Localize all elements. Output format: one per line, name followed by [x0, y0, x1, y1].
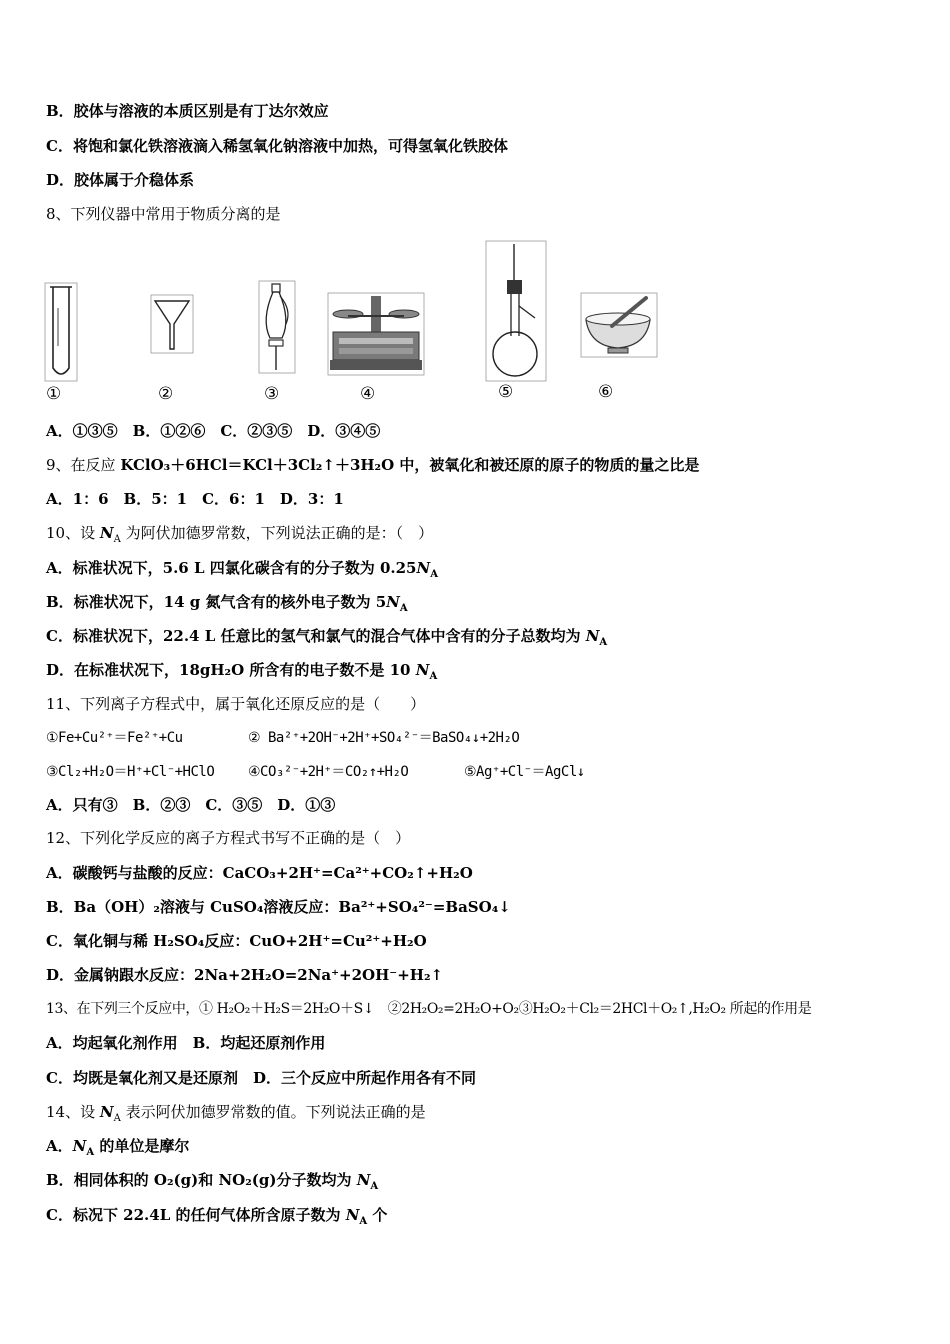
q14-option-a-text: 的单位是摩尔 [94, 1137, 190, 1155]
na-subscript: A [430, 569, 438, 580]
na-symbol: N [585, 627, 600, 645]
na-subscript: A [359, 1216, 368, 1227]
q14-option-b [46, 1170, 378, 1190]
q10-option-d [46, 660, 437, 680]
separatory-funnel-image [258, 280, 296, 374]
q9-equation: KClO₃＋6HCl＝KCl＋3Cl₂↑＋3H₂O [120, 456, 395, 474]
na-subscript: A [370, 1181, 379, 1192]
q10-option-c-text: C．标准状况下，22.4 L 任意比的氢气和氯气的混合气体中含有的分子总数均为 [46, 627, 586, 645]
q12-option-c: C．氧化铜与稀 H₂SO₄反应：CuO+2H⁺=Cu²⁺+H₂O [46, 932, 427, 950]
q14-option-c-text: C．标况下 22.4L 的任何气体所含原子数为 [46, 1206, 346, 1224]
q13-stem: 13、在下列三个反应中，① H₂O₂＋H₂S＝2H₂O＋S↓ ②2H₂O₂=2H₂O+O₂③H₂O₂＋Cl₂＝2HCl＋O₂↑,H₂O₂ 所起的作用是 [46, 1001, 812, 1017]
q7-option-b: B．胶体与溶液的本质区别是有丁达尔效应 [46, 102, 329, 120]
apparatus-label-1: ① [46, 384, 62, 404]
na-subscript: A [113, 1113, 121, 1124]
q9-options: A．1：6 B．5：1 C．6：1 D．3：1 [46, 490, 344, 508]
q11-options: A．只有③ B．②③ C．③⑤ D．①③ [46, 796, 336, 814]
q9-stem [46, 455, 699, 475]
q14-option-a [46, 1136, 189, 1156]
na-symbol: N [356, 1171, 371, 1189]
q11-equation-4: ④CO₃²⁻+2H⁺＝CO₂↑+H₂O [248, 764, 409, 780]
na-subscript: A [113, 534, 121, 545]
distillation-flask-image [485, 240, 547, 382]
q11-stem: 11、下列离子方程式中，属于氧化还原反应的是（ ） [46, 695, 426, 713]
q12-option-b: B．Ba（OH）₂溶液与 CuSO₄溶液反应：Ba²⁺+SO₄²⁻=BaSO₄↓ [46, 898, 511, 916]
q10-option-d-text: D．在标准状况下，18gH₂O 所含有的电子数不是 10 [46, 661, 416, 679]
q9-stem-pre: 9、在反应 [46, 456, 121, 474]
na-symbol: N [99, 1103, 114, 1121]
na-subscript: A [399, 603, 408, 614]
na-symbol: N [415, 661, 430, 679]
q7-option-c: C．将饱和氯化铁溶液滴入稀氢氧化钠溶液中加热，可得氢氧化铁胶体 [46, 137, 508, 155]
q9-stem-post: 中，被氧化和被还原的原子的物质的量之比是 [394, 456, 700, 474]
na-symbol: N [72, 1137, 87, 1155]
q10-stem-pre: 10、设 [46, 524, 100, 542]
funnel-image [150, 294, 194, 354]
apparatus-label-5: ⑤ [498, 382, 514, 402]
apparatus-label-6: ⑥ [598, 382, 614, 402]
apparatus-label-3: ③ [264, 384, 280, 404]
na-symbol: N [345, 1206, 360, 1224]
q13-options-ab: A．均起氧化剂作用 B．均起还原剂作用 [46, 1034, 326, 1052]
na-symbol: N [99, 524, 114, 542]
q10-option-b-text: B．标准状况下，14 g 氮气含有的核外电子数为 5 [46, 593, 387, 611]
q14-option-b-text: B．相同体积的 O₂(g)和 NO₂(g)分子数均为 [46, 1171, 357, 1189]
balance-image [327, 292, 425, 376]
q10-option-b [46, 592, 408, 612]
q11-equation-3: ③Cl₂+H₂O＝H⁺+Cl⁻+HClO [46, 764, 215, 780]
mortar-pestle-image [580, 292, 658, 358]
apparatus-label-4: ④ [360, 384, 376, 404]
q10-option-a [46, 558, 438, 578]
q14-option-c-suffix: 个 [367, 1206, 388, 1224]
q14-stem [46, 1102, 426, 1122]
q14-option-a-prefix: A． [46, 1137, 73, 1155]
q12-option-a: A．碳酸钙与盐酸的反应：CaCO₃+2H⁺=Ca²⁺+CO₂↑+H₂O [46, 864, 473, 882]
na-subscript: A [429, 671, 438, 682]
q11-equation-1: ①Fe+Cu²⁺＝Fe²⁺+Cu [46, 730, 183, 746]
q10-option-c [46, 626, 607, 646]
q12-option-d: D．金属钠跟水反应：2Na+2H₂O=2Na⁺+2OH⁻+H₂↑ [46, 966, 444, 984]
q8-stem: 8、下列仪器中常用于物质分离的是 [46, 205, 281, 223]
q14-option-c [46, 1205, 387, 1225]
q13-options-cd: C．均既是氧化剂又是还原剂 D．三个反应中所起作用各有不同 [46, 1069, 476, 1087]
na-subscript: A [86, 1147, 95, 1158]
q7-option-d: D．胶体属于介稳体系 [46, 171, 195, 189]
q12-stem: 12、下列化学反应的离子方程式书写不正确的是（ ） [46, 829, 411, 847]
q14-stem-pre: 14、设 [46, 1103, 100, 1121]
q14-stem-post: 表示阿伏加德罗常数的值。下列说法正确的是 [120, 1103, 426, 1121]
na-symbol: N [386, 593, 400, 611]
na-subscript: A [599, 637, 608, 648]
na-symbol: N [416, 559, 431, 577]
apparatus-label-2: ② [158, 384, 174, 404]
q11-equation-2: ② Ba²⁺+2OH⁻+2H⁺+SO₄²⁻＝BaSO₄↓+2H₂O [248, 730, 520, 746]
test-tube-image [44, 282, 78, 382]
q8-options: A．①③⑤ B．①②⑥ C．②③⑤ D．③④⑤ [46, 422, 381, 440]
q11-equation-5: ⑤Ag⁺+Cl⁻＝AgCl↓ [464, 764, 585, 780]
q10-stem [46, 523, 433, 543]
q10-option-a-text: A．标准状况下，5.6 L 四氯化碳含有的分子数为 0.25 [46, 559, 417, 577]
q10-stem-post: 为阿伏加德罗常数，下列说法正确的是：（ ） [120, 524, 434, 542]
